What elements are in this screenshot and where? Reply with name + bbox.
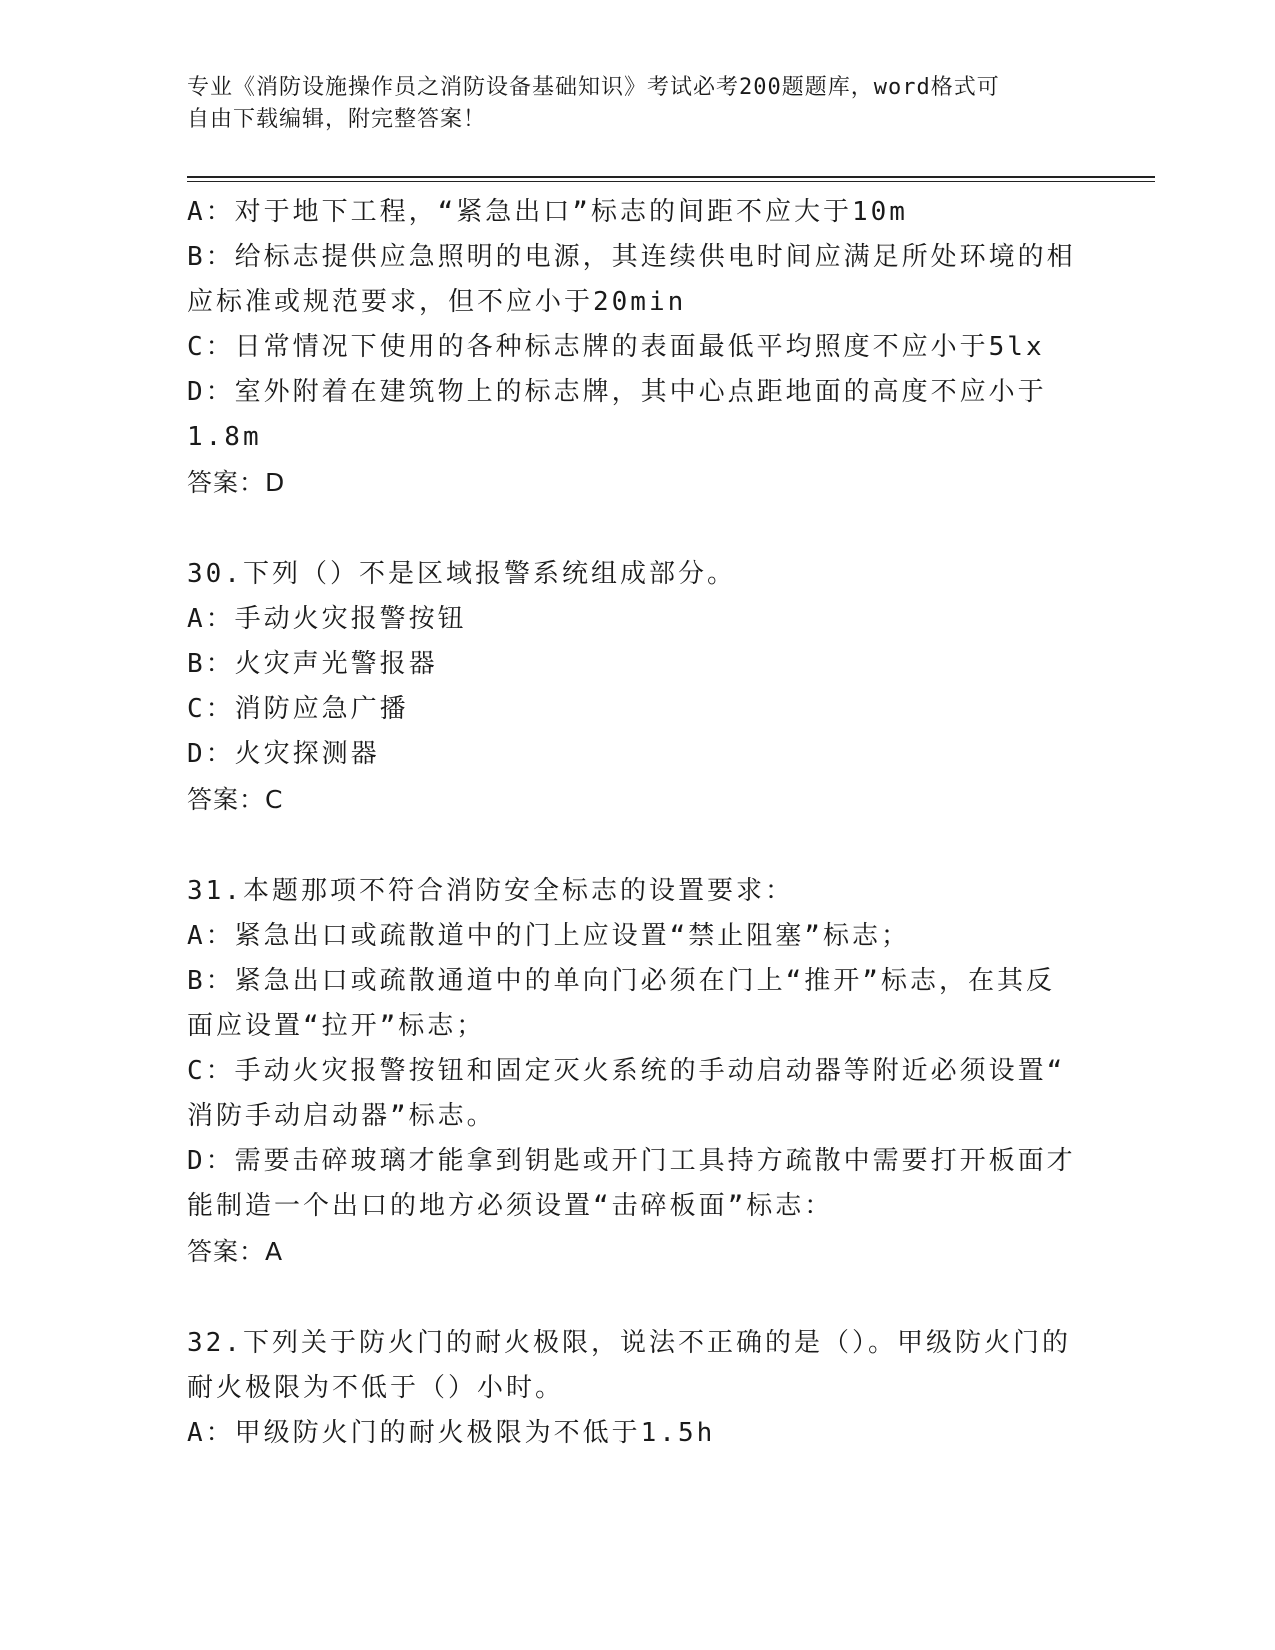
document-header <box>187 72 1067 136</box>
question-31 <box>187 869 1087 1274</box>
q29-option-b-line-2: 应标准或规范要求，但不应小于20min <box>187 287 687 317</box>
q31-option-d-line-1: D：需要击碎玻璃才能拿到钥匙或开门工具持方疏散中需要打开板面才 <box>187 1146 1076 1176</box>
q30-option-b: B：火灾声光警报器 <box>187 649 438 679</box>
question-32 <box>187 1321 1087 1456</box>
header-line-1: 专业《消防设施操作员之消防设备基础知识》考试必考200题题库，word格式可 <box>187 75 1000 100</box>
header-divider-thick <box>187 176 1155 178</box>
q29-option-d-line-2: 1.8m <box>187 422 262 452</box>
q31-answer: 答案：A <box>187 1237 284 1266</box>
q31-option-b-line-1: B：紧急出口或疏散通道中的单向门必须在门上“推开”标志，在其反 <box>187 966 1055 996</box>
q31-option-c-line-2: 消防手动启动器”标志。 <box>187 1101 496 1131</box>
header-line-2: 自由下载编辑，附完整答案！ <box>187 107 487 132</box>
q29-option-b-line-1: B：给标志提供应急照明的电源，其连续供电时间应满足所处环境的相 <box>187 242 1076 272</box>
spacer <box>187 822 1087 869</box>
header-divider-thin <box>187 181 1155 182</box>
q30-answer: 答案：C <box>187 785 284 814</box>
q30-option-c: C：消防应急广播 <box>187 694 409 724</box>
q31-option-c-line-1: C：手动火灾报警按钮和固定灭火系统的手动启动器等附近必须设置“ <box>187 1056 1066 1086</box>
q30-question: 30.下列（）不是区域报警系统组成部分。 <box>187 559 736 589</box>
q32-question-line-2: 耐火极限为不低于（）小时。 <box>187 1373 565 1403</box>
q29-option-a: A：对于地下工程，“紧急出口”标志的间距不应大于10m <box>187 197 908 227</box>
q31-option-a: A：紧急出口或疏散道中的门上应设置“禁止阻塞”标志； <box>187 921 910 951</box>
spacer <box>187 1274 1087 1321</box>
q32-question-line-1: 32.下列关于防火门的耐火极限，说法不正确的是（）。甲级防火门的 <box>187 1328 1071 1358</box>
q29-answer: 答案：D <box>187 468 286 497</box>
q29-option-d-line-1: D：室外附着在建筑物上的标志牌，其中心点距地面的高度不应小于 <box>187 377 1047 407</box>
q32-option-a: A：甲级防火门的耐火极限为不低于1.5h <box>187 1418 716 1448</box>
question-29 <box>187 190 1087 505</box>
q30-option-d: D：火灾探测器 <box>187 739 380 769</box>
q31-option-b-line-2: 面应设置“拉开”标志； <box>187 1011 486 1041</box>
spacer <box>187 505 1087 552</box>
q31-option-d-line-2: 能制造一个出口的地方必须设置“击碎板面”标志： <box>187 1191 834 1221</box>
q31-question: 31.本题那项不符合消防安全标志的设置要求： <box>187 876 794 906</box>
q30-option-a: A：手动火灾报警按钮 <box>187 604 467 634</box>
question-30 <box>187 552 1087 822</box>
q29-option-c: C：日常情况下使用的各种标志牌的表面最低平均照度不应小于5lx <box>187 332 1045 362</box>
question-content <box>187 190 1087 1456</box>
